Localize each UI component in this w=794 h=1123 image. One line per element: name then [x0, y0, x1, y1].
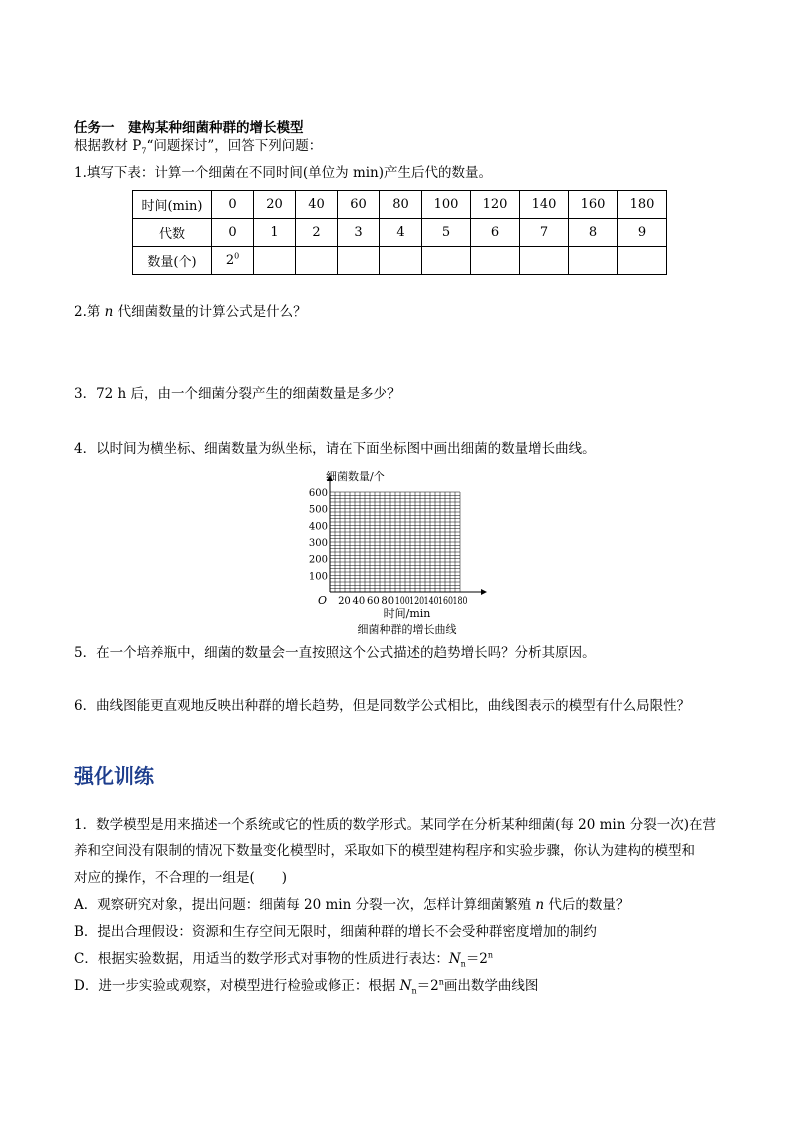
table-cell: 6 [471, 219, 520, 247]
x-tick-label: 20 [338, 596, 351, 607]
table-cell: 5 [422, 219, 471, 247]
table-row-header: 时间(min) [133, 191, 212, 219]
chart-title: 细菌种群的增长曲线 [357, 623, 457, 636]
mc-option-b[interactable]: B．提出合理假设：资源和生存空间无限时，细菌种群的增长不会受种群密度增加的制约 [74, 924, 597, 940]
x-tick-label: 140 [423, 596, 439, 607]
table-cell: 9 [618, 219, 667, 247]
question-3: 3．72 h 后，由一个细菌分裂产生的细菌数量是多少？ [74, 386, 401, 402]
question-4: 4．以时间为横坐标、细菌数量为纵坐标，请在下面坐标图中画出细菌的数量增长曲线。 [74, 441, 596, 457]
table-row-header: 数量(个) [133, 247, 212, 275]
x-tick-label: 160 [438, 596, 454, 607]
answer-blank-cell[interactable] [338, 247, 380, 275]
mc-stem-line: 对应的操作，不合理的一组是( ) [74, 870, 288, 886]
mc-option-d[interactable]: D．进一步实验或观察，对模型进行检验或修正：根据 $N_n=2^n$画出数学曲线图 [74, 977, 539, 996]
question-2: 2.第 n 代细菌数量的计算公式是什么？ [74, 304, 307, 320]
task-intro: 根据教材 $P_7“$问题探讨”，回答下列问题： [74, 138, 323, 156]
y-tick-label: 500 [308, 504, 328, 516]
answer-blank-cell[interactable] [296, 247, 338, 275]
table-cell: 100 [422, 191, 471, 219]
x-tick-label: 180 [452, 596, 468, 607]
question-6: 6．曲线图能更直观地反映出种群的增长趋势，但是同数学公式相比，曲线图表示的模型有什么局限性？ [74, 698, 691, 714]
task-title: 任务一 建构某种细菌种群的增长模型 [74, 120, 304, 136]
mc-stem-line: 养和空间没有限制的情况下数量变化模型时，采取如下的模型建构程序和实验步骤，你认为建构的模型和 [74, 843, 695, 859]
origin-label: O [318, 594, 328, 607]
x-tick-label: 60 [366, 596, 380, 607]
y-tick-label: 400 [308, 521, 328, 533]
table-cell: $2^0$ [212, 247, 254, 275]
generation-table [132, 190, 667, 275]
x-axis-label: 时间/min [383, 607, 431, 620]
question-1: 1.填写下表：计算一个细菌在不同时间(单位为 min)产生后代的数量。 [74, 165, 493, 181]
table-cell: 8 [569, 219, 618, 247]
table-cell: 0 [212, 219, 254, 247]
table-cell: 1 [254, 219, 296, 247]
table-cell: 120 [471, 191, 520, 219]
growth-curve-chart [300, 466, 500, 636]
mc-option-a[interactable]: A．观察研究对象，提出问题：细菌每 20 min 分裂一次，怎样计算细菌繁殖 n 代后的数量？ [74, 897, 630, 913]
table-cell: 80 [380, 191, 422, 219]
answer-blank-cell[interactable] [618, 247, 667, 275]
table-cell: 7 [520, 219, 569, 247]
y-tick-label: 200 [308, 554, 328, 566]
answer-blank-cell[interactable] [380, 247, 422, 275]
section-heading: 强化训练 [74, 764, 154, 788]
y-tick-label: 600 [308, 488, 328, 499]
table-cell: 4 [380, 219, 422, 247]
y-axis-label: 细菌数量/个 [326, 470, 385, 483]
table-row-header: 代数 [133, 219, 212, 247]
table-cell: 2 [296, 219, 338, 247]
x-tick-label: 100 [394, 596, 410, 607]
table-cell: 60 [338, 191, 380, 219]
table-cell: 3 [338, 219, 380, 247]
y-tick-label: 100 [308, 571, 328, 583]
answer-blank-cell[interactable] [254, 247, 296, 275]
answer-blank-cell[interactable] [422, 247, 471, 275]
answer-blank-cell[interactable] [471, 247, 520, 275]
table-cell: 180 [618, 191, 667, 219]
question-5: 5．在一个培养瓶中，细菌的数量会一直按照这个公式描述的趋势增长吗？分析其原因。 [74, 645, 596, 661]
table-cell: 40 [296, 191, 338, 219]
chart-grid [330, 492, 460, 592]
mc-stem-line: 1．数学模型是用来描述一个系统或它的性质的数学形式。某同学在分析某种细菌(每 20 min 分裂一次)在营 [74, 817, 716, 833]
x-tick-label: 80 [381, 596, 395, 607]
table-cell: 160 [569, 191, 618, 219]
table-cell: 140 [520, 191, 569, 219]
table-row [133, 247, 667, 275]
table-cell: 0 [212, 191, 254, 219]
y-tick-label: 300 [308, 538, 328, 549]
mc-option-c[interactable]: C．根据实验数据，用适当的数学形式对事物的性质进行表达：$N_n=2^n$ [74, 950, 494, 969]
x-tick-label: 40 [352, 596, 366, 607]
x-tick-label: 120 [409, 596, 425, 607]
table-row [133, 219, 667, 247]
table-cell: 20 [254, 191, 296, 219]
table-row [133, 191, 667, 219]
answer-blank-cell[interactable] [520, 247, 569, 275]
answer-blank-cell[interactable] [569, 247, 618, 275]
growth-chart-svg [300, 466, 500, 636]
